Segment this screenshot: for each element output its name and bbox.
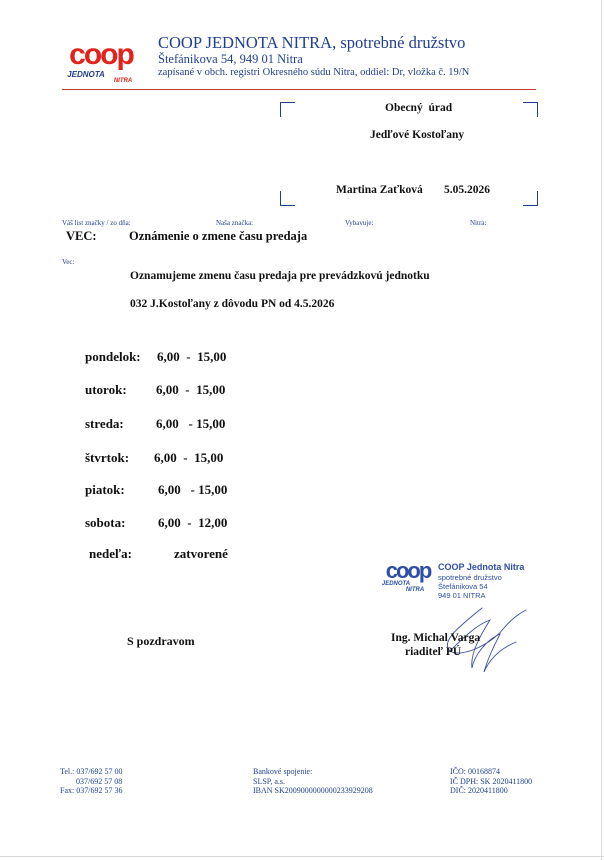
logo-nitra: NITRA [113,78,133,84]
organization-registration: zapísané v obch. registri Okresného súdu Nitra, oddiel: Dr, vložka č. 19/N [158,67,470,78]
stamp-logo-nitra: NITRA [405,587,425,593]
schedule-hours: 6,00 - 15,00 [156,416,226,431]
label-handled-by: Vybavuje: [345,219,374,227]
subject-text: Oznámenie o zmene času predaja [129,229,308,243]
body-line-1: Oznamujeme zmenu času predaja pre prevádzkovú jednotku [130,270,430,282]
schedule-hours: 6,00 - 15,00 [154,450,224,465]
stamp-name: COOP Jednota Nitra [438,562,525,572]
schedule-hours: 6,00 - 15,00 [156,382,226,397]
letter-date: 5.05.2026 [444,184,490,196]
recipient-line-2: Jedľové Kostoľany [370,129,465,141]
schedule-day: pondelok: [85,349,141,364]
logo-jednota: JEDNOTA [67,70,105,79]
body-line-2: 032 J.Kostoľany z dôvodu PN od 4.5.2026 [130,298,335,310]
stamp-logo-wordmark: coop [385,558,431,583]
organization-address: Štefánikova 54, 949 01 Nitra [158,52,303,66]
label-your-letter: Váš list značky / zo dňa: [62,219,131,227]
schedule-day: utorok: [85,382,127,397]
subject-label: VEC: [66,229,97,243]
schedule-hours: zatvorené [174,546,228,561]
sender-name: Martina Zaťková [336,184,423,196]
organization-name: COOP JEDNOTA NITRA, spotrebné družstvo [158,33,466,52]
page-edge-bottom [0,856,604,857]
label-place: Nitra: [470,219,487,227]
closing-greeting: S pozdravom [127,634,195,648]
footer-ids: IČO: 00168874 IČ DPH: SK 2020411800 DIČ: 2020411800 [450,767,533,795]
footer-bank: Bankové spojenie: SLSP, a.s. IBAN SK2009000000000233929208 [253,767,373,795]
address-corner-top-left [280,102,295,117]
signer-role: riaditeľ PÚ [405,646,462,658]
address-corner-bottom-left [280,191,295,206]
logo-wordmark: coop [69,38,133,71]
schedule-day: štvrtok: [85,450,130,465]
label-our-ref: Naša značka: [216,219,254,227]
address-corner-top-right [523,102,538,117]
subject-small-label: Vec: [62,258,75,266]
footer-phones: Tel.: 037/692 57 00 037/692 57 08 Fax: 037/692 57 36 [60,767,123,795]
signer-name: Ing. Michal Varga [391,632,481,644]
stamp-line-4: 949 01 NITRA [438,591,486,600]
schedule-day: streda: [85,416,124,431]
stamp-line-2: spotrebné družstvo [438,573,502,582]
stamp-logo-jednota: JEDNOTA [381,581,411,587]
recipient-line-1: Obecný úrad [385,102,453,114]
schedule-day: sobota: [85,515,126,530]
schedule-day: nedeľa: [89,546,132,561]
schedule-hours: 6,00 - 12,00 [158,515,228,530]
address-corner-bottom-right [523,191,538,206]
schedule-hours: 6,00 - 15,00 [158,482,228,497]
schedule-hours: 6,00 - 15,00 [157,349,227,364]
schedule-day: piatok: [85,482,125,497]
page-edge-right [601,0,602,860]
stamp-line-3: Štefánikova 54 [438,582,488,591]
coop-logo [60,36,142,86]
header-rule [62,89,536,90]
